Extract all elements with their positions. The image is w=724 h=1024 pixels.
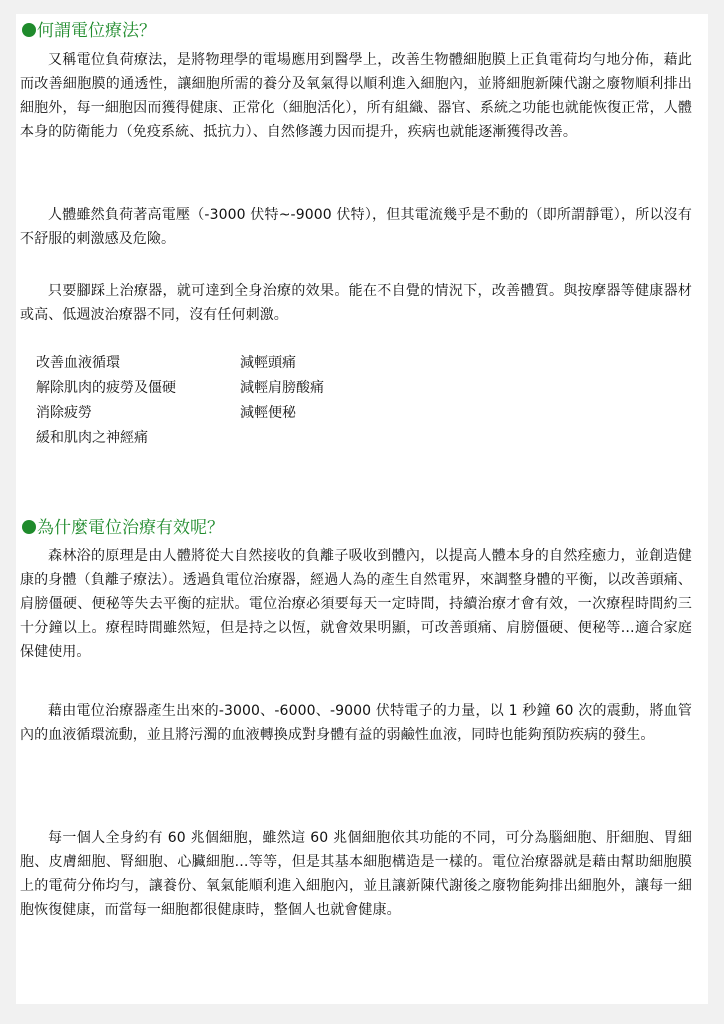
paragraph-cells: 每一個人全身約有 60 兆個細胞，雖然這 60 兆個細胞依其功能的不同，可分為腦細胞、肝細胞、胃細胞、皮膚細胞、腎細胞、心臟細胞…等等，但是其基本細胞構造是一樣的。電位治療器就是藉由幫助細胞膜上的電荷分佈均勻，讓養份、氧氣能順利進入細胞內，並且讓新陳代謝後之廢物能夠排出細胞外，讓每一細胞恢復健康，而當每一細胞都很健康時，整個人也就會健康。 — [20, 830, 692, 918]
benefit-item: 緩和肌肉之神經痛 — [36, 430, 148, 446]
section-heading-text: 為什麼電位治療有效呢？ — [37, 518, 224, 538]
paragraph-usage: 只要腳踩上治療器，就可達到全身治療的效果。能在不自覺的情況下，改善體質。與按摩器等健康器材或高、低週波治療器不同，沒有任何刺激。 — [20, 283, 692, 323]
paragraph-definition: 又稱電位負荷療法，是將物理學的電場應用到醫學上，改善生物體細胞膜上正負電荷均勻地分佈，藉此而改善細胞膜的通透性，讓細胞所需的養分及氧氣得以順利進入細胞內，並將細胞新陳代謝之廢物順利排出細胞外，每一細胞因而獲得健康、正常化（細胞活化），所有組織、器官、系統之功能也就能恢復正常，人體本身的防衛能力（免疫系統、抵抗力）、自然修護力因而提升，疾病也就能逐漸獲得改善。 — [20, 52, 692, 140]
benefits-column-2 — [240, 351, 324, 426]
benefit-item: 改善血液循環 — [36, 355, 120, 371]
benefit-item: 減輕頭痛 — [240, 355, 296, 371]
section-heading-what-is — [22, 20, 156, 42]
section-heading-why-effective — [22, 517, 224, 539]
paragraph-voltage: 人體雖然負荷著高電壓（-3000 伏特~-9000 伏特），但其電流幾乎是不動的（即所謂靜電），所以沒有不舒服的刺激感及危險。 — [20, 207, 692, 247]
bullet-dot-icon — [22, 23, 36, 37]
benefit-item: 減輕肩膀酸痛 — [240, 380, 324, 396]
benefit-item: 消除疲勞 — [36, 405, 92, 421]
document-page — [16, 14, 708, 1004]
section-heading-text: 何謂電位療法？ — [37, 21, 156, 41]
paragraph-forest-bath: 森林浴的原理是由人體將從大自然接收的負離子吸收到體內，以提高人體本身的自然痊癒力，並創造健康的身體（負離子療法）。透過負電位治療器，經過人為的產生自然電界，來調整身體的平衡，以改善頭痛、肩膀僵硬、便秘等失去平衡的症狀。電位治療必須要每天一定時間，持續治療才會有效，一次療程時間約三十分鐘以上。療程時間雖然短，但是持之以恆，就會效果明顯，可改善頭痛、肩膀僵硬、便秘等…適合家庭保健使用。 — [20, 548, 692, 660]
benefits-column-1 — [36, 351, 176, 451]
paragraph-vibration: 藉由電位治療器產生出來的-3000、-6000、-9000 伏特電子的力量，以 1 秒鐘 60 次的震動，將血管內的血液循環流動，並且將污濁的血液轉換成對身體有益的弱鹼性血液，同時也能夠預防疾病的發生。 — [20, 703, 692, 743]
benefit-item: 減輕便秘 — [240, 405, 296, 421]
benefit-item: 解除肌肉的疲勞及僵硬 — [36, 380, 176, 396]
bullet-dot-icon — [22, 520, 36, 534]
